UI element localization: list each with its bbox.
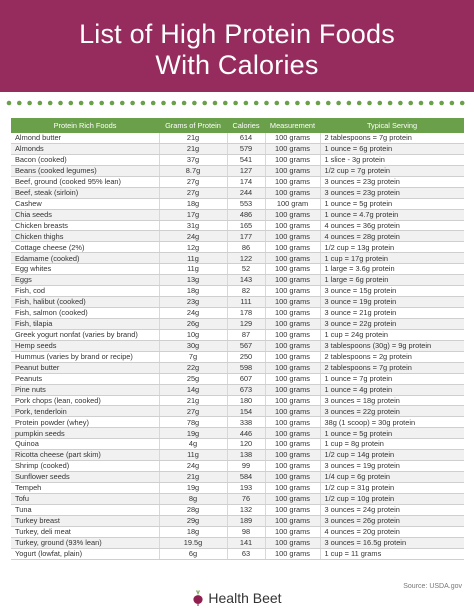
typical-serving-cell: 1 cup = 24g protein bbox=[320, 329, 464, 340]
measurement-cell: 100 grams bbox=[265, 275, 320, 286]
page-title-line-2: With Calories bbox=[155, 50, 319, 80]
food-name-cell: Cashew bbox=[11, 198, 159, 209]
food-name-cell: Quinoa bbox=[11, 439, 159, 450]
measurement-cell: 100 grams bbox=[265, 165, 320, 176]
food-name-cell: Pine nuts bbox=[11, 384, 159, 395]
table-row bbox=[11, 384, 464, 395]
food-name-cell: Yogurt (lowfat, plain) bbox=[11, 548, 159, 559]
typical-serving-cell: 1 slice - 3g protein bbox=[320, 154, 464, 165]
food-name-cell: Beef, ground (cooked 95% lean) bbox=[11, 176, 159, 187]
protein-grams-cell: 29g bbox=[159, 515, 227, 526]
table-row bbox=[11, 461, 464, 472]
table-row bbox=[11, 351, 464, 362]
protein-grams-cell: 12g bbox=[159, 242, 227, 253]
typical-serving-cell: 1 ounce = 5g protein bbox=[320, 428, 464, 439]
measurement-cell: 100 grams bbox=[265, 483, 320, 494]
table-row bbox=[11, 526, 464, 537]
measurement-cell: 100 grams bbox=[265, 526, 320, 537]
food-name-cell: Fish, tilapia bbox=[11, 318, 159, 329]
column-header-calories: Calories bbox=[227, 118, 265, 133]
table-header-row bbox=[11, 118, 464, 133]
measurement-cell: 100 grams bbox=[265, 384, 320, 395]
brand-name: Health Beet bbox=[208, 590, 282, 606]
typical-serving-cell: 1 cup = 8g protein bbox=[320, 439, 464, 450]
column-header-measurement: Measurement bbox=[265, 118, 320, 133]
measurement-cell: 100 grams bbox=[265, 472, 320, 483]
calories-cell: 63 bbox=[227, 548, 265, 559]
calories-cell: 177 bbox=[227, 231, 265, 242]
typical-serving-cell: 3 ounce = 21g protein bbox=[320, 308, 464, 319]
typical-serving-cell: 3 ounces = 23g protein bbox=[320, 176, 464, 187]
measurement-cell: 100 grams bbox=[265, 220, 320, 231]
table-row bbox=[11, 406, 464, 417]
food-name-cell: Turkey, deli meat bbox=[11, 526, 159, 537]
table-row bbox=[11, 450, 464, 461]
table-row bbox=[11, 504, 464, 515]
table-row bbox=[11, 209, 464, 220]
table-row bbox=[11, 154, 464, 165]
calories-cell: 193 bbox=[227, 483, 265, 494]
food-name-cell: Tuna bbox=[11, 504, 159, 515]
table-row bbox=[11, 318, 464, 329]
typical-serving-cell: 2 tablespoons = 2g protein bbox=[320, 351, 464, 362]
measurement-cell: 100 grams bbox=[265, 308, 320, 319]
typical-serving-cell: 3 tablespoons (30g) = 9g protein bbox=[320, 340, 464, 351]
typical-serving-cell: 3 ounces = 26g protein bbox=[320, 515, 464, 526]
calories-cell: 446 bbox=[227, 428, 265, 439]
food-name-cell: Chicken thighs bbox=[11, 231, 159, 242]
measurement-cell: 100 grams bbox=[265, 143, 320, 154]
typical-serving-cell: 1 ounce = 4.7g protein bbox=[320, 209, 464, 220]
measurement-cell: 100 grams bbox=[265, 428, 320, 439]
calories-cell: 244 bbox=[227, 187, 265, 198]
table-row bbox=[11, 286, 464, 297]
measurement-cell: 100 grams bbox=[265, 548, 320, 559]
measurement-cell: 100 grams bbox=[265, 351, 320, 362]
calories-cell: 98 bbox=[227, 526, 265, 537]
protein-grams-cell: 25g bbox=[159, 373, 227, 384]
protein-grams-cell: 10g bbox=[159, 329, 227, 340]
table-row bbox=[11, 362, 464, 373]
protein-grams-cell: 22g bbox=[159, 362, 227, 373]
food-name-cell: Pork, tenderloin bbox=[11, 406, 159, 417]
measurement-cell: 100 grams bbox=[265, 373, 320, 384]
typical-serving-cell: 1 cup = 17g protein bbox=[320, 253, 464, 264]
measurement-cell: 100 grams bbox=[265, 450, 320, 461]
food-name-cell: Almonds bbox=[11, 143, 159, 154]
measurement-cell: 100 grams bbox=[265, 362, 320, 373]
dotted-divider bbox=[6, 99, 468, 107]
calories-cell: 579 bbox=[227, 143, 265, 154]
table-row bbox=[11, 297, 464, 308]
calories-cell: 99 bbox=[227, 461, 265, 472]
table-row bbox=[11, 537, 464, 548]
table-row bbox=[11, 198, 464, 209]
typical-serving-cell: 1 ounce = 6g protein bbox=[320, 143, 464, 154]
typical-serving-cell: 1/2 cup = 10g protein bbox=[320, 493, 464, 504]
beet-icon bbox=[192, 590, 204, 606]
table-row bbox=[11, 187, 464, 198]
typical-serving-cell: 3 ounce = 15g protein bbox=[320, 286, 464, 297]
column-header-food: Protein Rich Foods bbox=[11, 118, 159, 133]
calories-cell: 178 bbox=[227, 308, 265, 319]
protein-table-container bbox=[11, 118, 464, 560]
calories-cell: 250 bbox=[227, 351, 265, 362]
food-name-cell: Ricotta cheese (part skim) bbox=[11, 450, 159, 461]
protein-grams-cell: 17g bbox=[159, 209, 227, 220]
protein-grams-cell: 27g bbox=[159, 406, 227, 417]
typical-serving-cell: 3 ounce = 19g protein bbox=[320, 297, 464, 308]
typical-serving-cell: 3 ounces = 16.5g protein bbox=[320, 537, 464, 548]
typical-serving-cell: 1/2 cup = 14g protein bbox=[320, 450, 464, 461]
typical-serving-cell: 1 ounce = 4g protein bbox=[320, 384, 464, 395]
protein-grams-cell: 18g bbox=[159, 526, 227, 537]
measurement-cell: 100 grams bbox=[265, 297, 320, 308]
calories-cell: 86 bbox=[227, 242, 265, 253]
table-row bbox=[11, 242, 464, 253]
typical-serving-cell: 4 ounces = 28g protein bbox=[320, 231, 464, 242]
calories-cell: 553 bbox=[227, 198, 265, 209]
table-row bbox=[11, 373, 464, 384]
measurement-cell: 100 grams bbox=[265, 187, 320, 198]
protein-grams-cell: 6g bbox=[159, 548, 227, 559]
calories-cell: 598 bbox=[227, 362, 265, 373]
food-name-cell: Fish, cod bbox=[11, 286, 159, 297]
calories-cell: 338 bbox=[227, 417, 265, 428]
measurement-cell: 100 grams bbox=[265, 318, 320, 329]
table-row bbox=[11, 417, 464, 428]
protein-grams-cell: 4g bbox=[159, 439, 227, 450]
measurement-cell: 100 grams bbox=[265, 242, 320, 253]
table-body bbox=[11, 133, 464, 559]
source-credit: Source: USDA.gov bbox=[403, 583, 462, 590]
protein-grams-cell: 24g bbox=[159, 231, 227, 242]
typical-serving-cell: 4 ounces = 20g protein bbox=[320, 526, 464, 537]
calories-cell: 180 bbox=[227, 395, 265, 406]
protein-grams-cell: 8.7g bbox=[159, 165, 227, 176]
food-name-cell: Protein powder (whey) bbox=[11, 417, 159, 428]
protein-grams-cell: 18g bbox=[159, 198, 227, 209]
measurement-cell: 100 gram bbox=[265, 198, 320, 209]
measurement-cell: 100 grams bbox=[265, 461, 320, 472]
dotted-divider-graphic bbox=[6, 99, 468, 107]
protein-grams-cell: 31g bbox=[159, 220, 227, 231]
table-row bbox=[11, 143, 464, 154]
calories-cell: 52 bbox=[227, 264, 265, 275]
measurement-cell: 100 grams bbox=[265, 231, 320, 242]
measurement-cell: 100 grams bbox=[265, 515, 320, 526]
food-name-cell: Beef, steak (sirloin) bbox=[11, 187, 159, 198]
food-name-cell: Tofu bbox=[11, 493, 159, 504]
calories-cell: 141 bbox=[227, 537, 265, 548]
food-name-cell: Peanuts bbox=[11, 373, 159, 384]
measurement-cell: 100 grams bbox=[265, 406, 320, 417]
table-row bbox=[11, 264, 464, 275]
typical-serving-cell: 3 ounces = 18g protein bbox=[320, 395, 464, 406]
food-name-cell: Turkey breast bbox=[11, 515, 159, 526]
calories-cell: 138 bbox=[227, 450, 265, 461]
calories-cell: 614 bbox=[227, 133, 265, 143]
protein-grams-cell: 21g bbox=[159, 472, 227, 483]
typical-serving-cell: 1/2 cup = 31g protein bbox=[320, 483, 464, 494]
typical-serving-cell: 1 large = 3.6g protein bbox=[320, 264, 464, 275]
food-name-cell: Hummus (varies by brand or recipe) bbox=[11, 351, 159, 362]
food-name-cell: Eggs bbox=[11, 275, 159, 286]
typical-serving-cell: 1/2 cup = 7g protein bbox=[320, 165, 464, 176]
calories-cell: 82 bbox=[227, 286, 265, 297]
protein-grams-cell: 21g bbox=[159, 133, 227, 143]
protein-grams-cell: 24g bbox=[159, 308, 227, 319]
calories-cell: 120 bbox=[227, 439, 265, 450]
table-row bbox=[11, 395, 464, 406]
table-row bbox=[11, 253, 464, 264]
calories-cell: 541 bbox=[227, 154, 265, 165]
typical-serving-cell: 1 cup = 11 grams bbox=[320, 548, 464, 559]
table-row bbox=[11, 220, 464, 231]
typical-serving-cell: 2 tablespoons = 7g protein bbox=[320, 133, 464, 143]
food-name-cell: Cottage cheese (2%) bbox=[11, 242, 159, 253]
calories-cell: 486 bbox=[227, 209, 265, 220]
protein-grams-cell: 37g bbox=[159, 154, 227, 165]
calories-cell: 87 bbox=[227, 329, 265, 340]
protein-grams-cell: 11g bbox=[159, 264, 227, 275]
measurement-cell: 100 grams bbox=[265, 264, 320, 275]
table-row bbox=[11, 428, 464, 439]
food-name-cell: Pork chops (lean, cooked) bbox=[11, 395, 159, 406]
food-name-cell: Peanut butter bbox=[11, 362, 159, 373]
protein-grams-cell: 14g bbox=[159, 384, 227, 395]
calories-cell: 127 bbox=[227, 165, 265, 176]
typical-serving-cell: 1 ounce = 7g protein bbox=[320, 373, 464, 384]
protein-grams-cell: 28g bbox=[159, 504, 227, 515]
calories-cell: 567 bbox=[227, 340, 265, 351]
food-name-cell: Fish, salmon (cooked) bbox=[11, 308, 159, 319]
calories-cell: 154 bbox=[227, 406, 265, 417]
table-row bbox=[11, 483, 464, 494]
calories-cell: 189 bbox=[227, 515, 265, 526]
table-row bbox=[11, 548, 464, 559]
title-banner bbox=[0, 0, 474, 92]
calories-cell: 584 bbox=[227, 472, 265, 483]
typical-serving-cell: 38g (1 scoop) = 30g protein bbox=[320, 417, 464, 428]
calories-cell: 76 bbox=[227, 493, 265, 504]
typical-serving-cell: 1/4 cup = 6g protein bbox=[320, 472, 464, 483]
protein-grams-cell: 19g bbox=[159, 428, 227, 439]
protein-grams-cell: 30g bbox=[159, 340, 227, 351]
food-name-cell: Beans (cooked legumes) bbox=[11, 165, 159, 176]
brand-footer bbox=[0, 590, 474, 610]
protein-grams-cell: 78g bbox=[159, 417, 227, 428]
protein-grams-cell: 11g bbox=[159, 253, 227, 264]
table-row bbox=[11, 472, 464, 483]
table-row bbox=[11, 176, 464, 187]
typical-serving-cell: 1/2 cup = 13g protein bbox=[320, 242, 464, 253]
measurement-cell: 100 grams bbox=[265, 329, 320, 340]
column-header-serving: Typical Serving bbox=[320, 118, 464, 133]
protein-grams-cell: 23g bbox=[159, 297, 227, 308]
table-row bbox=[11, 165, 464, 176]
calories-cell: 143 bbox=[227, 275, 265, 286]
protein-grams-cell: 21g bbox=[159, 395, 227, 406]
table-row bbox=[11, 133, 464, 143]
food-name-cell: Greek yogurt nonfat (varies by brand) bbox=[11, 329, 159, 340]
table-row bbox=[11, 231, 464, 242]
measurement-cell: 100 grams bbox=[265, 504, 320, 515]
food-name-cell: pumpkin seeds bbox=[11, 428, 159, 439]
table-row bbox=[11, 493, 464, 504]
typical-serving-cell: 3 ounces = 22g protein bbox=[320, 406, 464, 417]
measurement-cell: 100 grams bbox=[265, 209, 320, 220]
food-name-cell: Chia seeds bbox=[11, 209, 159, 220]
food-name-cell: Hemp seeds bbox=[11, 340, 159, 351]
calories-cell: 111 bbox=[227, 297, 265, 308]
food-name-cell: Egg whites bbox=[11, 264, 159, 275]
measurement-cell: 100 grams bbox=[265, 133, 320, 143]
measurement-cell: 100 grams bbox=[265, 176, 320, 187]
protein-grams-cell: 7g bbox=[159, 351, 227, 362]
protein-table bbox=[11, 118, 464, 560]
table-row bbox=[11, 275, 464, 286]
table-row bbox=[11, 340, 464, 351]
food-name-cell: Shrimp (cooked) bbox=[11, 461, 159, 472]
food-name-cell: Bacon (cooked) bbox=[11, 154, 159, 165]
calories-cell: 174 bbox=[227, 176, 265, 187]
protein-grams-cell: 26g bbox=[159, 318, 227, 329]
measurement-cell: 100 grams bbox=[265, 286, 320, 297]
food-name-cell: Edamame (cooked) bbox=[11, 253, 159, 264]
measurement-cell: 100 grams bbox=[265, 417, 320, 428]
typical-serving-cell: 3 ounces = 23g protein bbox=[320, 187, 464, 198]
typical-serving-cell: 4 ounces = 36g protein bbox=[320, 220, 464, 231]
food-name-cell: Chicken breasts bbox=[11, 220, 159, 231]
measurement-cell: 100 grams bbox=[265, 395, 320, 406]
calories-cell: 132 bbox=[227, 504, 265, 515]
typical-serving-cell: 1 large = 6g protein bbox=[320, 275, 464, 286]
measurement-cell: 100 grams bbox=[265, 253, 320, 264]
calories-cell: 165 bbox=[227, 220, 265, 231]
page-title-line-1: List of High Protein Foods bbox=[79, 19, 395, 49]
food-name-cell: Tempeh bbox=[11, 483, 159, 494]
measurement-cell: 100 grams bbox=[265, 154, 320, 165]
typical-serving-cell: 3 ounces = 24g protein bbox=[320, 504, 464, 515]
protein-grams-cell: 27g bbox=[159, 176, 227, 187]
measurement-cell: 100 grams bbox=[265, 493, 320, 504]
protein-grams-cell: 13g bbox=[159, 275, 227, 286]
food-name-cell: Sunflower seeds bbox=[11, 472, 159, 483]
protein-grams-cell: 19g bbox=[159, 483, 227, 494]
measurement-cell: 100 grams bbox=[265, 340, 320, 351]
protein-grams-cell: 27g bbox=[159, 187, 227, 198]
calories-cell: 122 bbox=[227, 253, 265, 264]
table-row bbox=[11, 329, 464, 340]
typical-serving-cell: 3 ounces = 19g protein bbox=[320, 461, 464, 472]
calories-cell: 129 bbox=[227, 318, 265, 329]
typical-serving-cell: 1 ounce = 5g protein bbox=[320, 198, 464, 209]
calories-cell: 673 bbox=[227, 384, 265, 395]
measurement-cell: 100 grams bbox=[265, 439, 320, 450]
protein-grams-cell: 18g bbox=[159, 286, 227, 297]
food-name-cell: Almond butter bbox=[11, 133, 159, 143]
column-header-protein: Grams of Protein bbox=[159, 118, 227, 133]
typical-serving-cell: 3 ounce = 22g protein bbox=[320, 318, 464, 329]
typical-serving-cell: 2 tablespoons = 7g protein bbox=[320, 362, 464, 373]
food-name-cell: Fish, halibut (cooked) bbox=[11, 297, 159, 308]
protein-grams-cell: 21g bbox=[159, 143, 227, 154]
table-row bbox=[11, 515, 464, 526]
protein-grams-cell: 24g bbox=[159, 461, 227, 472]
protein-grams-cell: 11g bbox=[159, 450, 227, 461]
protein-grams-cell: 8g bbox=[159, 493, 227, 504]
protein-grams-cell: 19.5g bbox=[159, 537, 227, 548]
measurement-cell: 100 grams bbox=[265, 537, 320, 548]
table-row bbox=[11, 308, 464, 319]
food-name-cell: Turkey, ground (93% lean) bbox=[11, 537, 159, 548]
table-row bbox=[11, 439, 464, 450]
calories-cell: 607 bbox=[227, 373, 265, 384]
